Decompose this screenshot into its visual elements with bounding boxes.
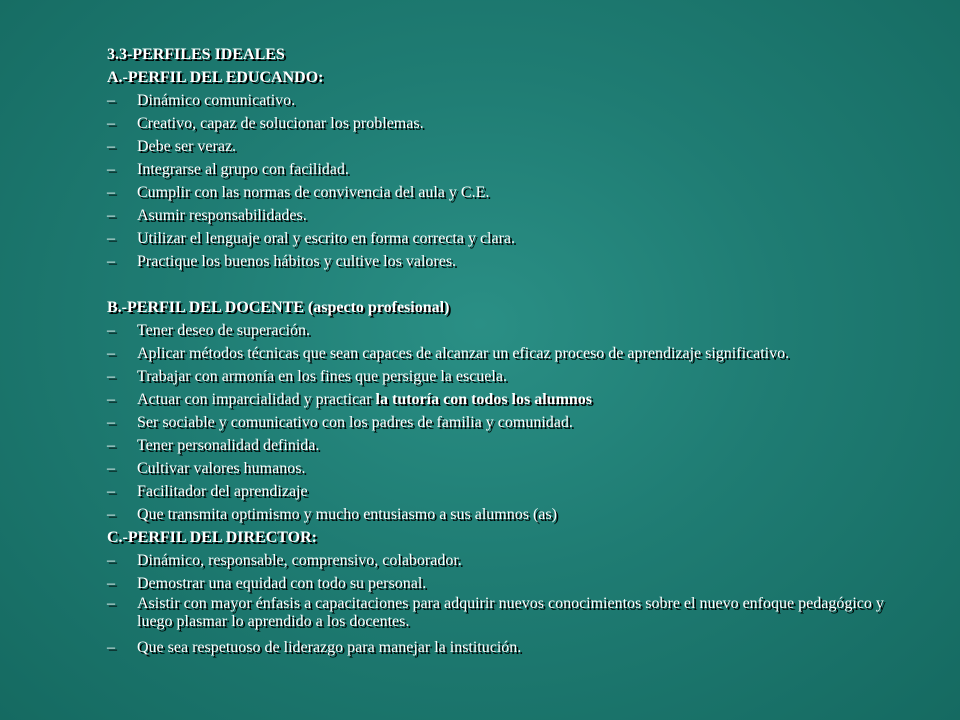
list-item: – Tener deseo de superación. <box>107 319 907 342</box>
list-item: – Asumir responsabilidades. <box>107 204 907 227</box>
dash-bullet: – <box>107 138 115 155</box>
list-item: – Actuar con imparcialidad y practicar la tutoría con todos los alumnos <box>107 388 907 411</box>
section-heading-educando: A.-PERFIL DEL EDUCANDO: <box>107 69 324 86</box>
dash-bullet: – <box>107 460 115 477</box>
dash-bullet: – <box>107 345 115 362</box>
list-item: – Dinámico comunicativo. <box>107 89 907 112</box>
list-item: – Dinámico, responsable, comprensivo, colaborador. <box>107 549 907 572</box>
dash-bullet: – <box>107 595 115 612</box>
list-item: – Cultivar valores humanos. <box>107 457 907 480</box>
list-item: – Utilizar el lenguaje oral y escrito en forma correcta y clara. <box>107 227 907 250</box>
list-item: – Ser sociable y comunicativo con los padres de familia y comunidad. <box>107 411 907 434</box>
dash-bullet: – <box>107 483 115 500</box>
dash-bullet: – <box>107 115 115 132</box>
list-item: – Cumplir con las normas de convivencia del aula y C.E. <box>107 181 907 204</box>
list-item: – Integrarse al grupo con facilidad. <box>107 158 907 181</box>
dash-bullet: – <box>107 161 115 178</box>
dash-bullet: – <box>107 552 115 569</box>
dash-bullet: – <box>107 437 115 454</box>
page-title: 3.3-PERFILES IDEALES <box>107 46 285 63</box>
list-item: – Demostrar una equidad con todo su personal. <box>107 572 907 595</box>
list-item: – Tener personalidad definida. <box>107 434 907 457</box>
list-item: – Trabajar con armonía en los fines que persigue la escuela. <box>107 365 907 388</box>
dash-bullet: – <box>107 253 115 270</box>
dash-bullet: – <box>107 207 115 224</box>
section-heading-docente: B.-PERFIL DEL DOCENTE (aspecto profesional) <box>107 299 450 316</box>
dash-bullet: – <box>107 230 115 247</box>
list-item: – Creativo, capaz de solucionar los problemas. <box>107 112 907 135</box>
list-item: – Que transmita optimismo y mucho entusiasmo a sus alumnos (as) <box>107 503 907 526</box>
section-spacer <box>107 273 907 296</box>
list-item: – Practique los buenos hábitos y cultive los valores. <box>107 250 907 273</box>
list-item: – Asistir con mayor énfasis a capacitaciones para adquirir nuevos conocimientos sobre el nuevo enfoque pedagógico y luego plasmar lo aprendido a los docentes. <box>107 595 884 630</box>
dash-bullet: – <box>107 184 115 201</box>
list-item: – Facilitador del aprendizaje <box>107 480 907 503</box>
dash-bullet: – <box>107 368 115 385</box>
dash-bullet: – <box>107 506 115 523</box>
section-heading-director: C.-PERFIL DEL DIRECTOR: <box>107 529 317 546</box>
slide-content <box>107 43 907 659</box>
list-item: – Que sea respetuoso de liderazgo para manejar la institución. <box>107 636 907 659</box>
emphasis-text: la tutoría con todos los alumnos <box>375 391 593 408</box>
dash-bullet: – <box>107 391 115 408</box>
dash-bullet: – <box>107 575 115 592</box>
list-item: – Debe ser veraz. <box>107 135 907 158</box>
list-item: – Aplicar métodos técnicas que sean capaces de alcanzar un eficaz proceso de aprendizaje significativo. <box>107 342 907 365</box>
dash-bullet: – <box>107 322 115 339</box>
dash-bullet: – <box>107 92 115 109</box>
dash-bullet: – <box>107 414 115 431</box>
dash-bullet: – <box>107 639 115 656</box>
